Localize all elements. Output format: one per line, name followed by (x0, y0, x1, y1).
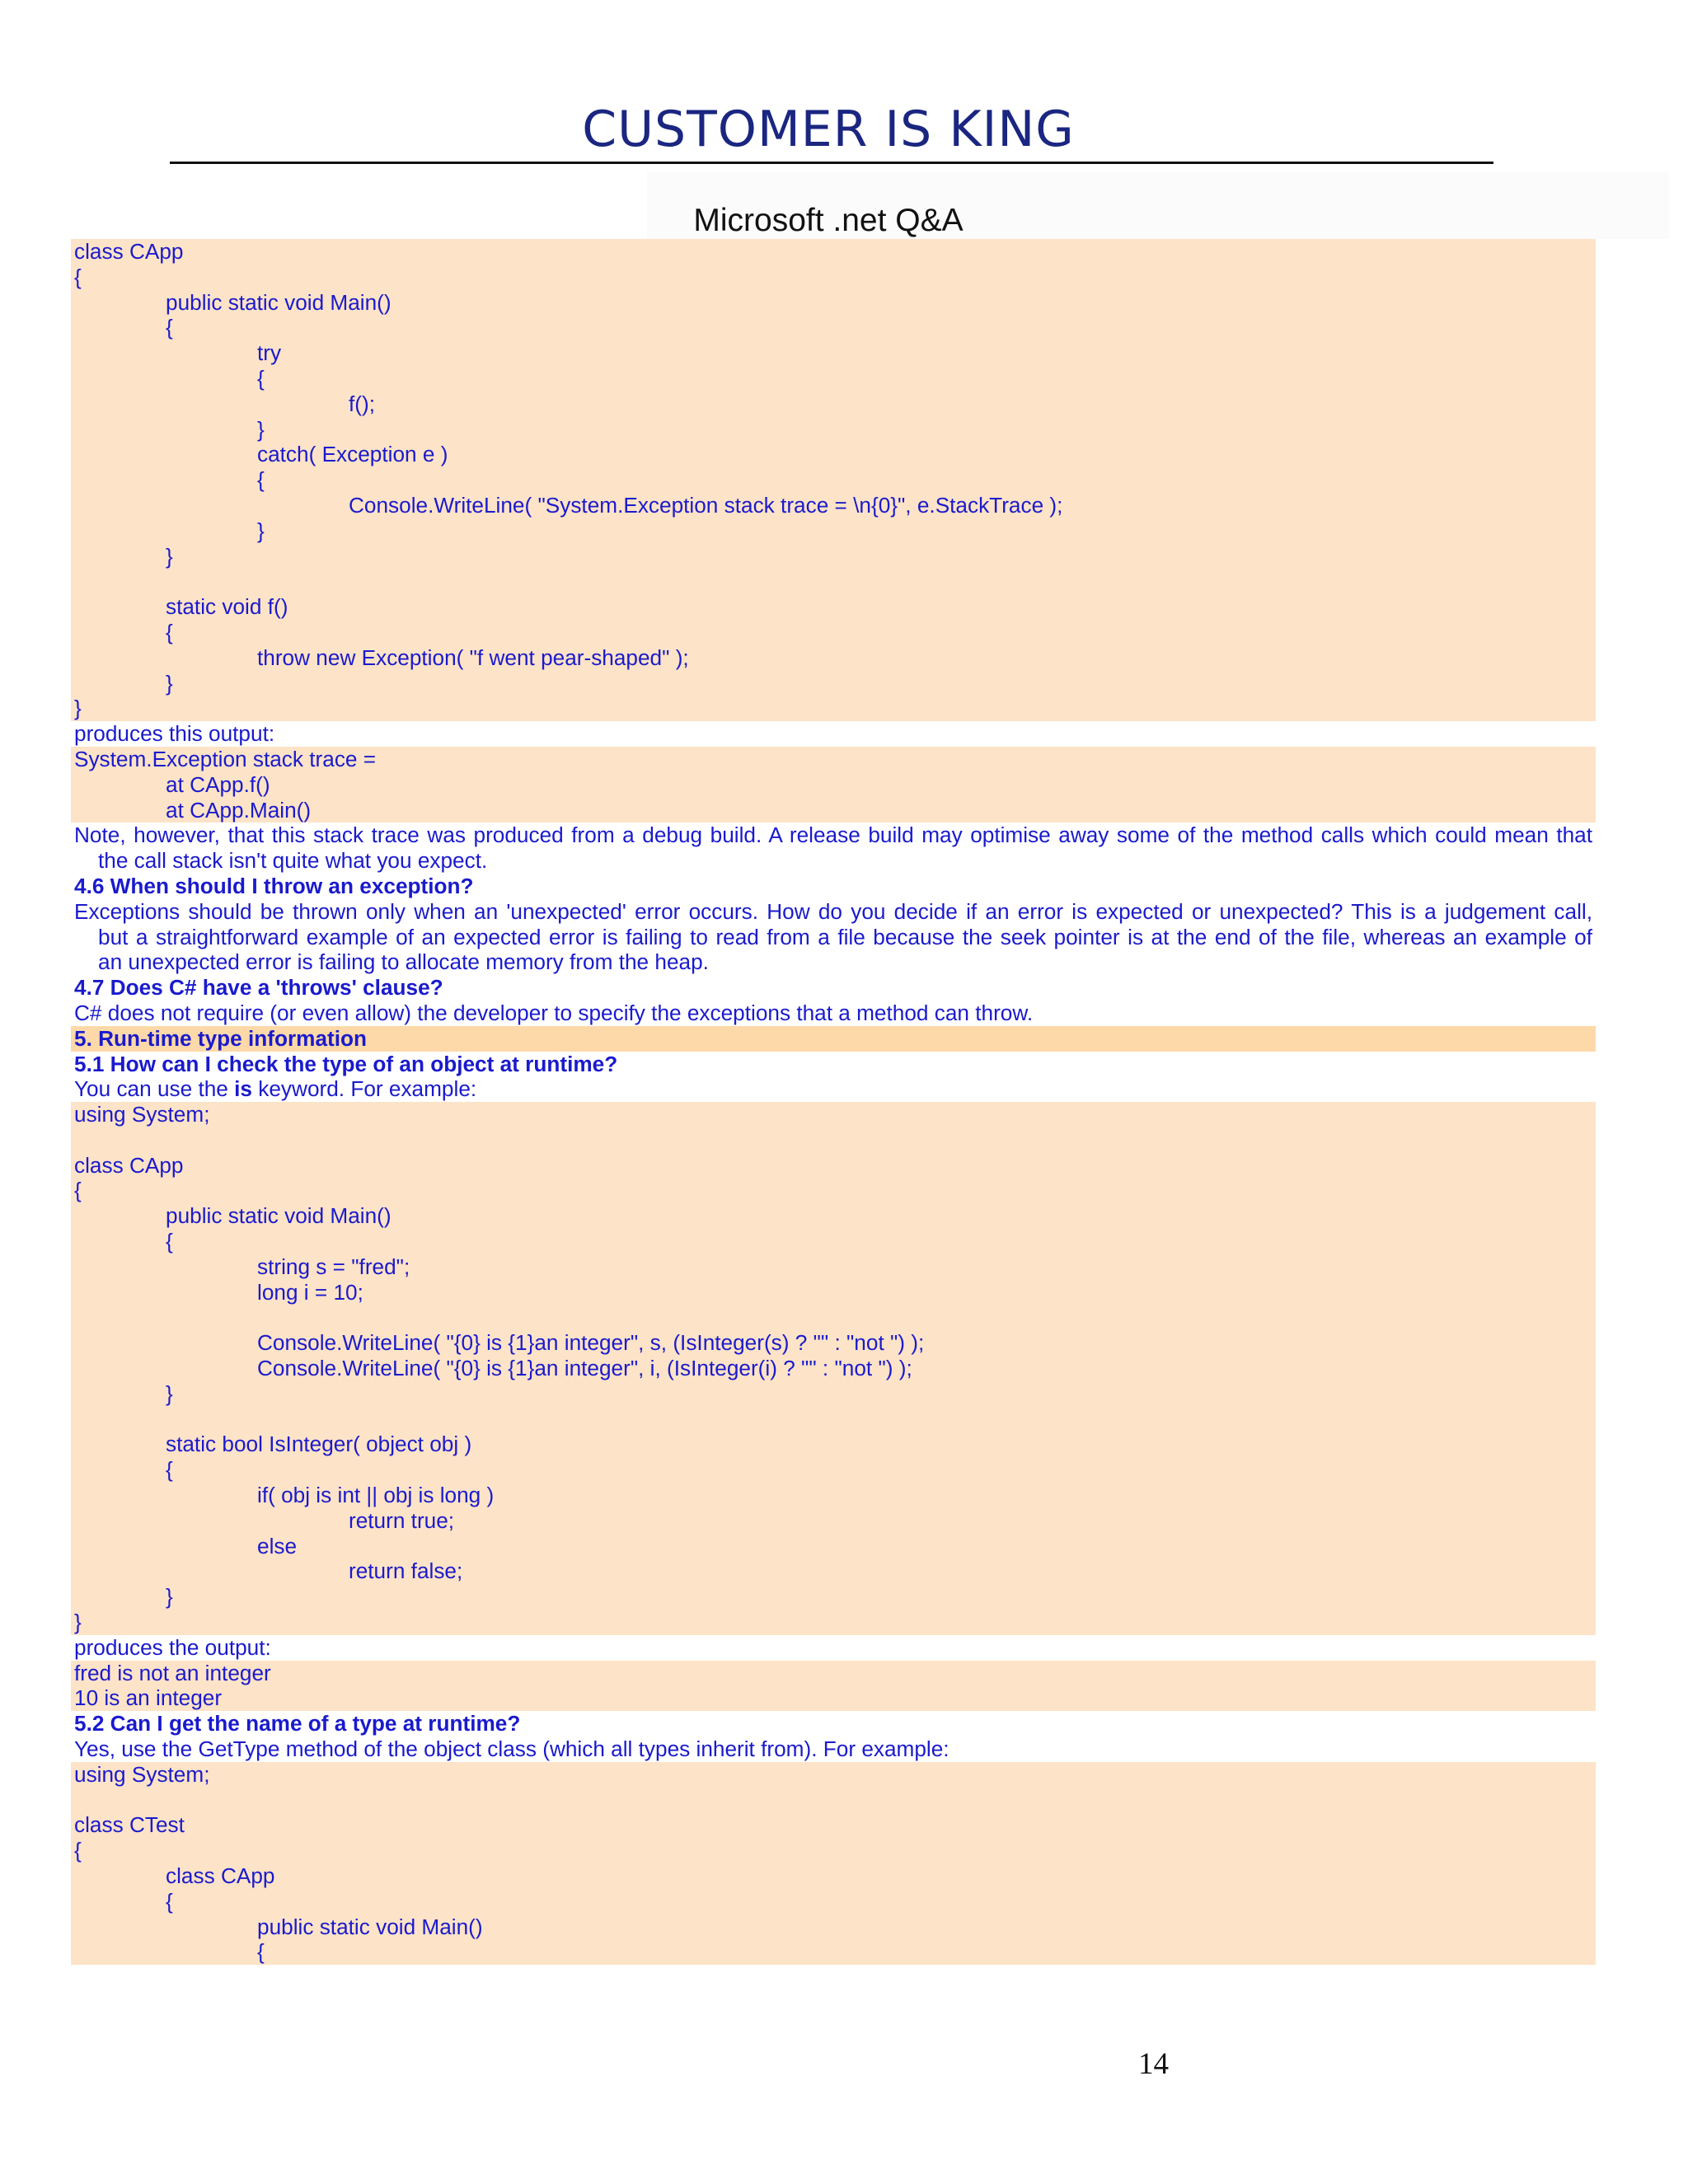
code-line: Console.WriteLine( "System.Exception stack trace = \n{0}", e.StackTrace ); (71, 493, 1596, 518)
body-text: Note, however, that this stack trace was produced from a debug build. A release build may optimise away some of the method calls which could mean that (74, 823, 1592, 848)
code-line: { (71, 366, 1596, 391)
code-line: } (71, 417, 1596, 443)
code-line: Console.WriteLine( "{0} is {1}an integer", i, (IsInteger(i) ? "" : "not ") ); (71, 1356, 1596, 1381)
page-content (71, 239, 1596, 1965)
code-line: } (71, 1584, 1596, 1610)
code-line: } (71, 544, 1596, 569)
code-line: public static void Main() (71, 290, 1596, 316)
body-text: but a straightforward example of an expected error is failing to read from a file because the seek pointer is at the end of the file, whereas an example of (98, 924, 1592, 949)
code-line: catch( Exception e ) (71, 442, 1596, 467)
code-line: { (71, 1457, 1596, 1483)
body-text: Exceptions should be thrown only when an 'unexpected' error occurs. How do you decide if an error is expected or unexpected? This is a judgement call, (74, 898, 1592, 924)
page-number: 14 (1138, 2047, 1169, 2081)
output-line: at CApp.f() (71, 772, 1596, 798)
keyword-bold: is (234, 1076, 252, 1102)
code-line-blank (71, 569, 1596, 594)
body-text: C# does not require (or even allow) the developer to specify the exceptions that a method can throw. (74, 1000, 1034, 1025)
page-title: CUSTOMER IS KING (582, 101, 1075, 158)
body-text (71, 1076, 1596, 1102)
code-line: { (71, 1838, 1596, 1863)
code-line: } (71, 1610, 1596, 1635)
code-line: { (71, 620, 1596, 645)
body-text: produces this output: (74, 721, 275, 747)
code-line: } (71, 671, 1596, 696)
code-line: Console.WriteLine( "{0} is {1}an integer", s, (IsInteger(s) ? "" : "not ") ); (71, 1330, 1596, 1356)
code-line: string s = "fred"; (71, 1254, 1596, 1280)
code-line: if( obj is int || obj is long ) (71, 1483, 1596, 1508)
code-line: else (71, 1534, 1596, 1559)
output-line: 10 is an integer (71, 1685, 1596, 1711)
code-line: public static void Main() (71, 1915, 1596, 1940)
code-line: static void f() (71, 594, 1596, 620)
code-line: { (71, 1889, 1596, 1915)
title-rule (170, 162, 1493, 164)
code-line-blank (71, 1305, 1596, 1330)
body-text-run: keyword. For example: (252, 1076, 477, 1102)
page-subtitle: Microsoft .net Q&A (693, 203, 964, 238)
code-line: { (71, 467, 1596, 493)
code-line: } (71, 1381, 1596, 1407)
code-line: class CTest (71, 1812, 1596, 1838)
code-line: class CApp (71, 1153, 1596, 1179)
code-line: public static void Main() (71, 1203, 1596, 1229)
code-line: f(); (71, 391, 1596, 417)
question-heading: 4.6 When should I throw an exception? (74, 873, 474, 898)
code-line: class CApp (71, 1863, 1596, 1889)
question-heading: 5.1 How can I check the type of an object at runtime? (74, 1051, 618, 1076)
code-line: { (71, 1939, 1596, 1965)
code-line: } (71, 518, 1596, 544)
code-line: static bool IsInteger( object obj ) (71, 1432, 1596, 1457)
code-line: using System; (71, 1762, 1596, 1788)
code-line-blank (71, 1407, 1596, 1432)
body-text-run: You can use the (74, 1076, 235, 1102)
code-line: { (71, 1178, 1596, 1203)
code-line: long i = 10; (71, 1280, 1596, 1305)
code-line-blank (71, 1127, 1596, 1153)
code-line: class CApp (71, 239, 1596, 265)
question-heading: 5.2 Can I get the name of a type at runtime? (74, 1711, 521, 1736)
output-line: at CApp.Main() (71, 798, 1596, 823)
output-line: fred is not an integer (71, 1661, 1596, 1686)
body-text: produces the output: (74, 1634, 271, 1660)
code-line: { (71, 1229, 1596, 1254)
body-text: the call stack isn't quite what you expect. (98, 848, 488, 874)
code-line: { (71, 315, 1596, 340)
code-line: } (71, 696, 1596, 721)
code-line: throw new Exception( "f went pear-shaped" ); (71, 645, 1596, 671)
code-line: return false; (71, 1558, 1596, 1584)
code-line: try (71, 340, 1596, 366)
question-heading: 4.7 Does C# have a 'throws' clause? (74, 975, 443, 1001)
body-text: an unexpected error is failing to allocate memory from the heap. (98, 949, 709, 975)
body-text: Yes, use the GetType method of the object class (which all types inherit from). For example: (74, 1736, 950, 1762)
output-line: System.Exception stack trace = (71, 747, 1596, 772)
section-heading: 5. Run-time type information (71, 1026, 1596, 1052)
code-line: using System; (71, 1102, 1596, 1127)
code-line: { (71, 265, 1596, 290)
code-line: return true; (71, 1508, 1596, 1534)
code-line-blank (71, 1788, 1596, 1813)
